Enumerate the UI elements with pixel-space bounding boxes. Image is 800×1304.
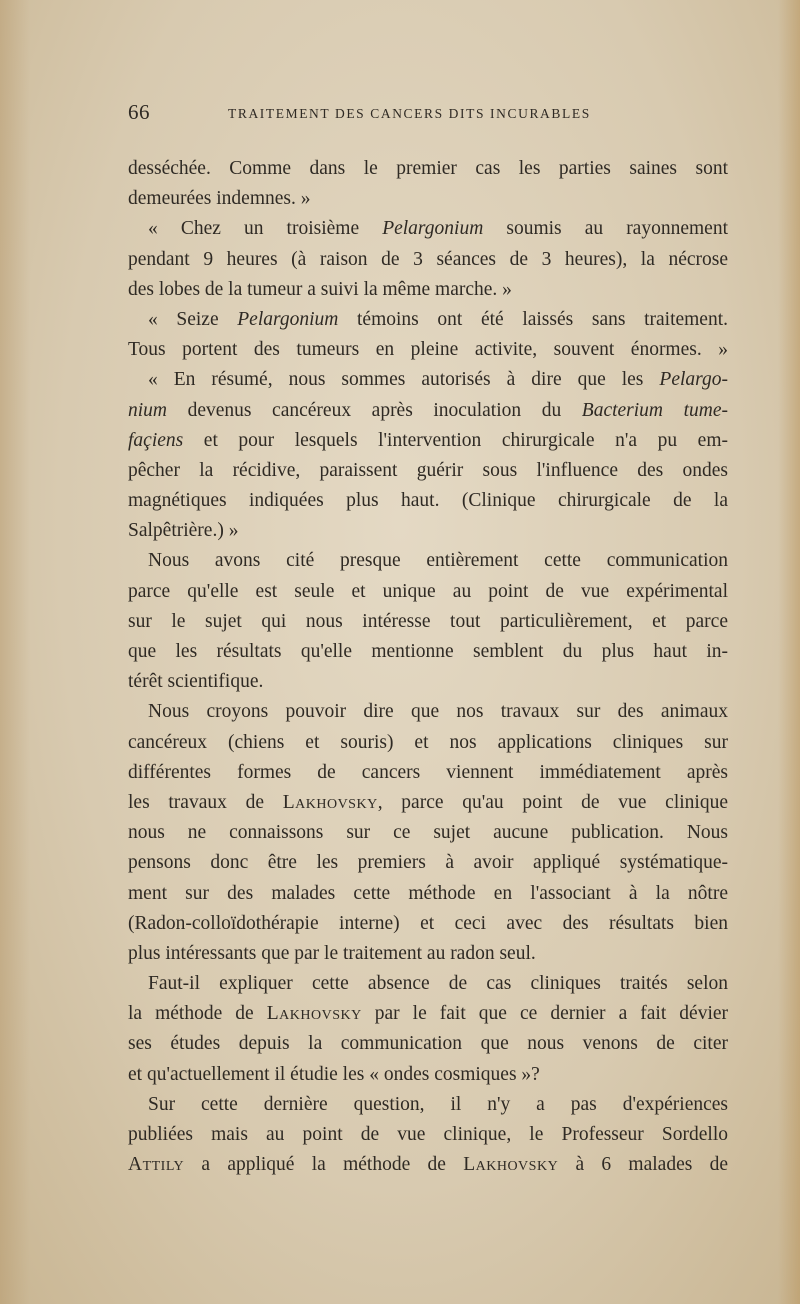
text-line: « En résumé, nous sommes autorisés à dire que les Pelargo- [148, 369, 728, 391]
text-line: Tous portent des tumeurs en pleine activite, souvent énormes. » [128, 339, 728, 361]
text-line: demeurées indemnes. » [128, 188, 311, 210]
text-line: (Radon-colloïdothérapie interne) et ceci avec des résultats bien [128, 912, 728, 934]
running-head [128, 100, 728, 130]
text-line: Nous avons cité presque entièrement cette communication [148, 550, 728, 572]
text-line: Nous croyons pouvoir dire que nos travaux sur des animaux [148, 701, 728, 723]
text-line: nium devenus cancéreux après inoculation du Bacterium tume- [128, 399, 728, 421]
text-line: Attily a appliqué la méthode de Lakhovsky à 6 malades de [128, 1154, 728, 1176]
text-line: Sur cette dernière question, il n'y a pas d'expériences [148, 1093, 728, 1115]
text-line: desséchée. Comme dans le premier cas les parties saines sont [128, 158, 728, 179]
running-title: TRAITEMENT DES CANCERS DITS INCURABLES [228, 106, 591, 121]
text-line: cancéreux (chiens et souris) et nos applications cliniques sur [128, 731, 728, 753]
text-line: pendant 9 heures (à raison de 3 séances de 3 heures), la nécrose [128, 248, 728, 270]
text-line: la méthode de Lakhovsky par le fait que ce dernier a fait dévier [128, 1003, 729, 1025]
text-line: térêt scientifique. [128, 671, 264, 693]
text-line: parce qu'elle est seule et unique au point de vue expérimental [128, 580, 728, 602]
text-line: ses études depuis la communication que nous venons de citer [128, 1033, 728, 1055]
page-edge-shadow-left [0, 0, 30, 1304]
text-line: plus intéressants que par le traitement au radon seul. [128, 942, 536, 964]
text-line: que les résultats qu'elle mentionne semblent du plus haut in- [128, 641, 728, 662]
text-line: magnétiques indiquées plus haut. (Clinique chirurgicale de la [128, 490, 728, 512]
text-line: les travaux de Lakhovsky, parce qu'au point de vue clinique [128, 791, 728, 813]
text-line: Faut-il expliquer cette absence de cas cliniques traités selon [148, 973, 728, 995]
page-edge-shadow-right [778, 0, 800, 1304]
text-line: pensons donc être les premiers à avoir appliqué systématique- [128, 852, 728, 874]
text-line: différentes formes de cancers viennent immédiatement après [128, 761, 728, 783]
text-line: « Chez un troisième Pelargonium soumis au rayonnement [148, 218, 728, 240]
text-line: nous ne connaissons sur ce sujet aucune publication. Nous [128, 822, 728, 844]
text-line: « Seize Pelargonium témoins ont été laissés sans traitement. [148, 308, 729, 330]
body-text [128, 154, 728, 1180]
text-line: façiens et pour lesquels l'intervention chirurgicale n'a pu em- [128, 429, 728, 451]
text-line: pêcher la récidive, paraissent guérir sous l'influence des ondes [128, 459, 728, 481]
page-number: 66 [128, 100, 150, 124]
text-line: Salpêtrière.) » [128, 520, 239, 542]
text-line: des lobes de la tumeur a suivi la même marche. » [128, 278, 512, 300]
text-line: publiées mais au point de vue clinique, le Professeur Sordello [128, 1124, 728, 1145]
text-line: sur le sujet qui nous intéresse tout particulièrement, et parce [128, 610, 728, 632]
text-line: ment sur des malades cette méthode en l'associant à la nôtre [128, 882, 728, 904]
text-line: et qu'actuellement il étudie les « ondes cosmiques »? [128, 1063, 540, 1085]
